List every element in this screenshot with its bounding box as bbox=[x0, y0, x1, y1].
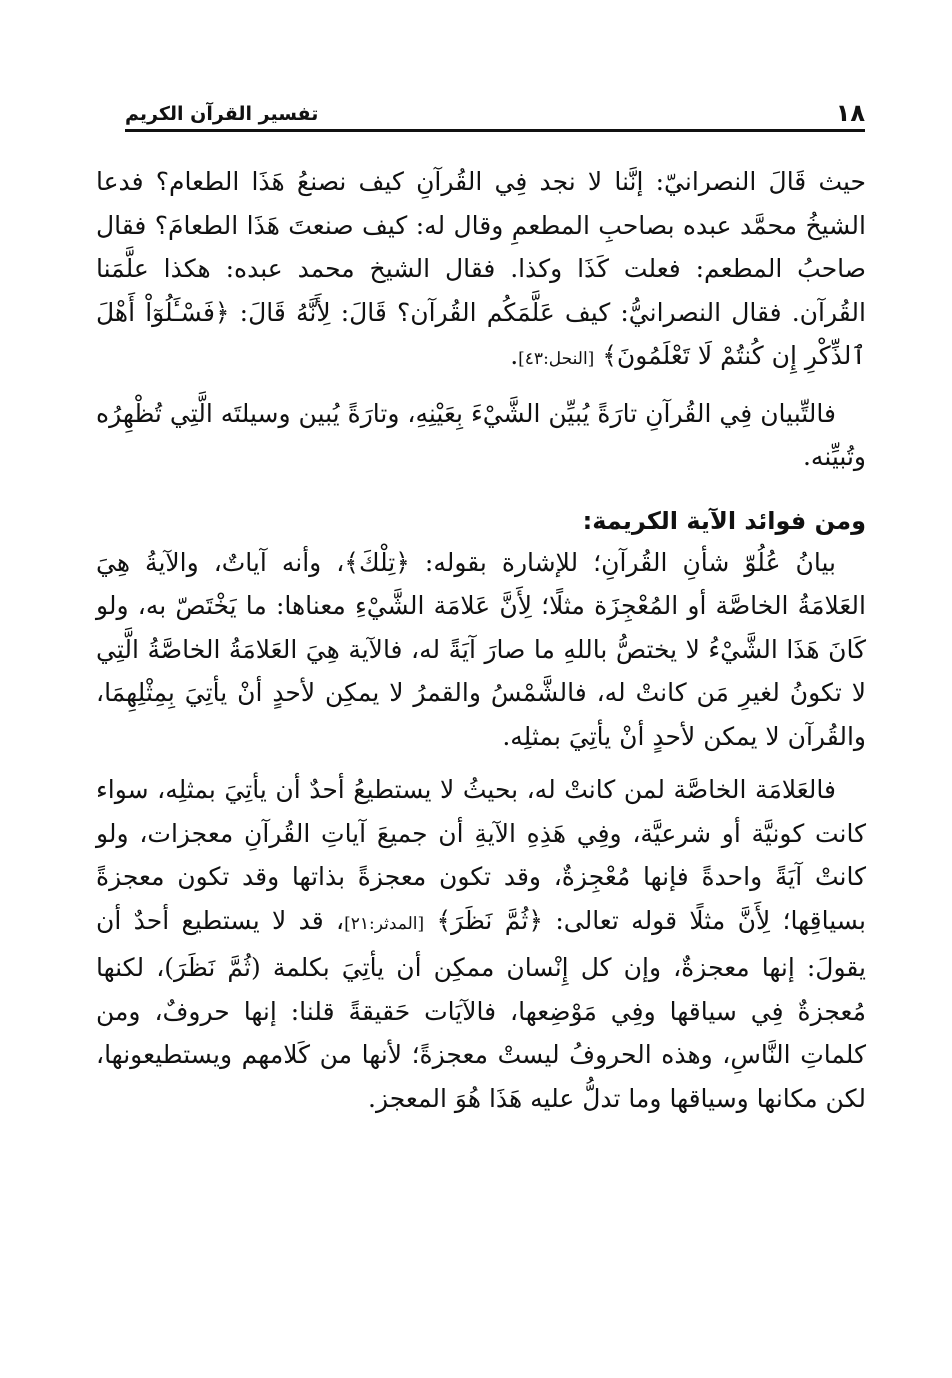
citation-muddathir: [المدثر:٢١] bbox=[344, 913, 425, 934]
paragraph-3: بيانُ عُلُوّ شأنِ القُرآنِ؛ للإشارة بقوله: ﴿تِلْكَ﴾، وأنه آياتٌ، والآيةُ هِيَ العَلامَةُ الخاصَّة أو المُعْجِزَة مثلًا؛ لِأَنَّ عَلامَة الشَّيْءِ معناها: ما يَخْتَصّ به، ولو كَانَ هَذَا الشَّيْءُ لا يختصُّ باللهِ ما صارَ آيَةً له، فالآية هِيَ العَلامَةُ الخاصَّةُ الَّتِي لا تكونُ لغيرِ مَن كانتْ له، فالشَّمْسُ والقمرُ لا يمكِن لأحدٍ أنْ يأتِيَ بِمِثْلِهِمَا، والقُرآن لا يمكن لأحدٍ أنْ يأتِيَ بمثلِه. bbox=[96, 547, 866, 751]
header-rule bbox=[125, 129, 865, 132]
paragraph-1 bbox=[96, 160, 866, 382]
page-number: ١٨ bbox=[835, 99, 865, 127]
paragraph-1-end: . bbox=[510, 341, 519, 370]
paragraph-2: فالتِّبيان فِي القُرآنِ تارَةً يُبيِّن الشَّيْءَ بِعَيْنِهِ، وتارَةً يُبين وسيلتَه الَّتِي تُظْهِرُه وتُبيِّنه. bbox=[96, 398, 866, 471]
page-body bbox=[96, 160, 866, 1120]
citation-nahl: [النحل:٤٣] bbox=[518, 349, 595, 369]
page-header bbox=[125, 98, 865, 132]
paragraph-4 bbox=[96, 768, 866, 1120]
paragraph-1-text: حيث قَالَ النصرانيّ: إنَّنا لا نجد فِي القُرآنِ كيف نصنعُ هَذَا الطعام؟ فدعا الشيخُ محمَّد عبده بصاحبِ المطعمِ وقال له: كيف صنعتَ هَذَا الطعامَ؟ فقال صاحبُ المطعم: فعلت كَذَا وكذا. فقال الشيخ محمد عبده: هكذا علَّمَنا القُرآن. فقال النصرانيُّ: كيف عَلَّمَكُم القُرآن؟ قَالَ: لِأَنَّهُ قَالَ: ﴿فَسْـَٔلُوٓاْ أَهْلَ ٱلذِّكْرِ إِن كُنتُمْ لَا تَعْلَمُونَ﴾ bbox=[96, 167, 866, 370]
paragraph-4-text-b: ، قد لا يستطيع أحدٌ أن يقولَ: إنها معجزةٌ، وإن كل إِنْسان ممكِن أن يأتِيَ بكلمة (ثُمَّ نَظَرَ)، لكنها مُعجزةٌ فِي سياقها وفِي مَوْضِعها، فالآيَات حَقيقةً قلنا: إنها حروفٌ، ومن كلماتِ النَّاسِ، وهذه الحروفُ ليستْ معجزةً؛ لأنها من كَلامهم ويستطيعونها، لكن مكانها وسياقها وما تدلُّ عليه هَذَا هُوَ المعجز. bbox=[96, 905, 866, 1113]
section-heading: ومن فوائد الآية الكريمة: bbox=[582, 506, 866, 535]
running-title: تفسير القرآن الكريم bbox=[125, 103, 319, 125]
paragraph-4-text-a: فالعَلامَة الخاصَّة لمن كانتْ له، بحيثُ لا يستطيعُ أحدٌ أن يأتِيَ بمثلِه، سواء كانت كونيَّة أو شرعيَّة، وفِي هَذِهِ الآيةِ أن جميعَ آياتِ القُرآنِ معجزات، ولو كانتْ آيَةً واحدةً فإنها مُعْجِزةٌ، وقد تكون معجزةً بذاتها وقد تكون معجزةً بسياقِها؛ لِأَنَّ مثلًا قوله تعالى: ﴿ثُمَّ نَظَرَ﴾ bbox=[96, 775, 867, 935]
